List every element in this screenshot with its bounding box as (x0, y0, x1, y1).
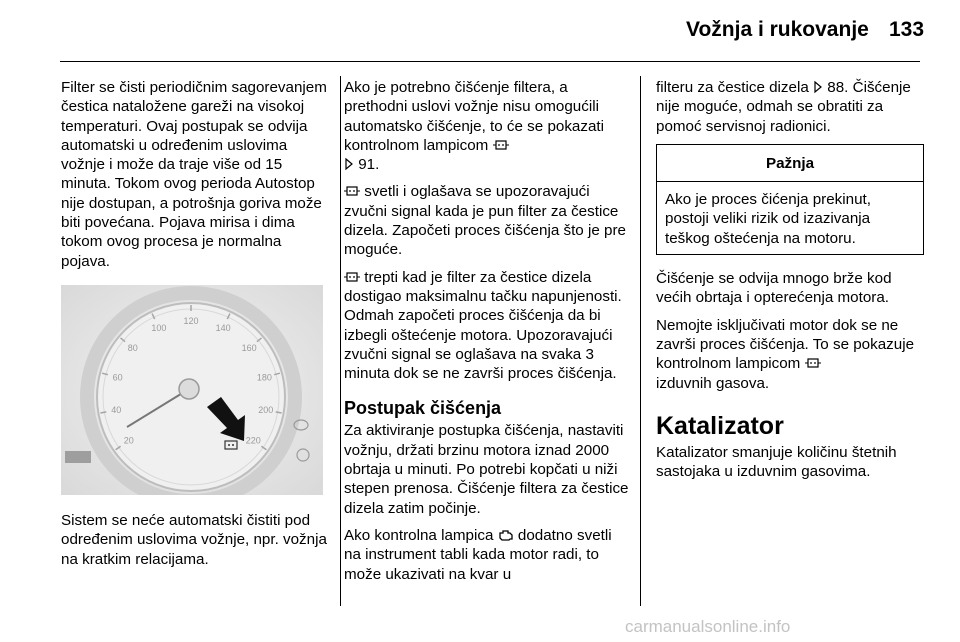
dpf-filter-icon (344, 270, 360, 284)
speed-tick-label: 180 (256, 372, 272, 383)
paragraph-cleaning-needed (344, 78, 629, 174)
needle-hub (179, 379, 199, 399)
paragraph-engine-lamp (344, 526, 629, 584)
speed-tick-label: 140 (215, 323, 231, 334)
speed-tick-label: 60 (112, 372, 123, 383)
speed-tick-label: 100 (151, 323, 167, 334)
caution-body: Ako je proces čićenja prekinut, postoji veliki rizik od izazivanja teškog oštećenja na motoru. (665, 191, 871, 247)
paragraph-lamp-on-text: svetli i oglašava se upozoravajući zvučni signal kada je pun filter za čestice dizela. Započeti proces čišćenja što je pre moguće. (344, 183, 626, 259)
speedometer-illustration (61, 285, 323, 495)
speed-tick-label: 220 (245, 435, 261, 446)
column-2 (344, 78, 629, 592)
paragraph-do-not-stop-text-b: izduvnih gasova. (656, 374, 770, 392)
paragraph-no-auto-cleaning: Sistem se neće automatski čistiti pod određenim uslovima vožnje, npr. vožnja na kratkim relacijama. (61, 511, 327, 568)
speed-tick-label: 200 (258, 405, 274, 416)
paragraph-contact-service-text-a: filteru za čestice dizela (656, 79, 809, 96)
paragraph-catalyst: Katalizator smanjuje količinu štetnih sastojaka u izduvnim gasovima. (656, 443, 897, 481)
paragraph-engine-lamp-text-b: dodatno svetli na instrument tabli kada motor radi, to može ukazivati na kvar u (344, 526, 612, 583)
odometer-digits (65, 451, 91, 463)
paragraph-filter-cleaning: Filter se čisti periodičnim sagorevanjem čestica nataložene gareži na visokoj temperaturi. Ovaj postupak se odvija automatski u određenim uslovima vožnje i može da traje više od 15 minuta. Tokom ovog perioda Autostop nije dostupan, a potrošnja goriva može biti povećana. Pojava mirisa i dima tokom ovog procesa je normalna pojava. (61, 79, 327, 270)
section-heading-catalyst: Katalizator (656, 411, 784, 440)
speed-tick-label: 40 (111, 405, 122, 416)
paragraph-lamp-on (344, 182, 629, 259)
engine-check-icon (498, 528, 514, 542)
paragraph-faster-cleaning: Čišćenje se odvija mnogo brže kod većih obrtaja i opterećenja motora. (656, 270, 892, 307)
header-rule (60, 61, 920, 62)
column-3 (656, 78, 924, 489)
dpf-filter-icon (344, 184, 360, 198)
speed-tick-label: 20 (123, 435, 134, 446)
subheading-cleaning-procedure: Postupak čišćenja (344, 398, 502, 419)
paragraph-contact-service (656, 78, 924, 136)
paragraph-lamp-flashing (344, 268, 629, 384)
page-header-title: Vožnja i rukovanje (686, 18, 869, 41)
speed-tick-label: 160 (241, 343, 257, 354)
dpf-filter-icon (493, 138, 509, 152)
page-reference-91: 91. (358, 156, 380, 174)
column-1 (61, 78, 331, 577)
paragraph-cleaning-needed-text: Ako je potrebno čišćenje filtera, a prethodni uslovi vožnje nisu omogućili automatsko čišćenje, to će se pokazati kontrolnom lampicom (344, 79, 605, 154)
page-number: 133 (889, 18, 925, 41)
paragraph-do-not-stop-text-a: Nemojte isključivati motor dok se ne završi proces čišćenja. To se pokazuje kontrolnom lampicom (656, 316, 915, 373)
paragraph-engine-lamp-text-a: Ako kontrolna lampica (344, 526, 494, 544)
speed-tick-label: 80 (127, 343, 138, 354)
page-ref-triangle-icon (813, 80, 823, 94)
column-divider-right (640, 76, 641, 606)
caution-title: Pažnja (657, 145, 923, 182)
dpf-filter-icon (805, 356, 821, 370)
paragraph-contact-service-text-b: 88. Čišćenje nije moguće, odmah se obratiti za pomoć servisnoj radionici. (656, 79, 911, 135)
caution-box (656, 144, 924, 255)
paragraph-cleaning-procedure: Za aktiviranje postupka čišćenja, nastaviti vožnju, držati brzinu motora iznad 2000 obrtaja u minuti. Po potrebi kopčati u niži stepen prenosa. Čišćenje filtera za čestice dizela zatim počinje. (344, 422, 629, 517)
instrument-cluster-figure (61, 285, 323, 495)
page-ref-triangle-icon (344, 157, 354, 171)
paragraph-lamp-flashing-text: trepti kad je filter za čestice dizela dostigao maksimalnu tačku napunjenosti. Odmah započeti proces čišćenja da bi izbegli oštećenje motora. Upozoravajući zvučni signal se oglašava na svaka 3 minuta dok se ne završi proces čišćenja. (344, 268, 622, 383)
paragraph-do-not-stop-engine (656, 316, 924, 393)
column-divider-left (340, 76, 341, 606)
speed-tick-label: 120 (183, 315, 199, 326)
watermark: carmanualsonline.info (625, 617, 791, 636)
